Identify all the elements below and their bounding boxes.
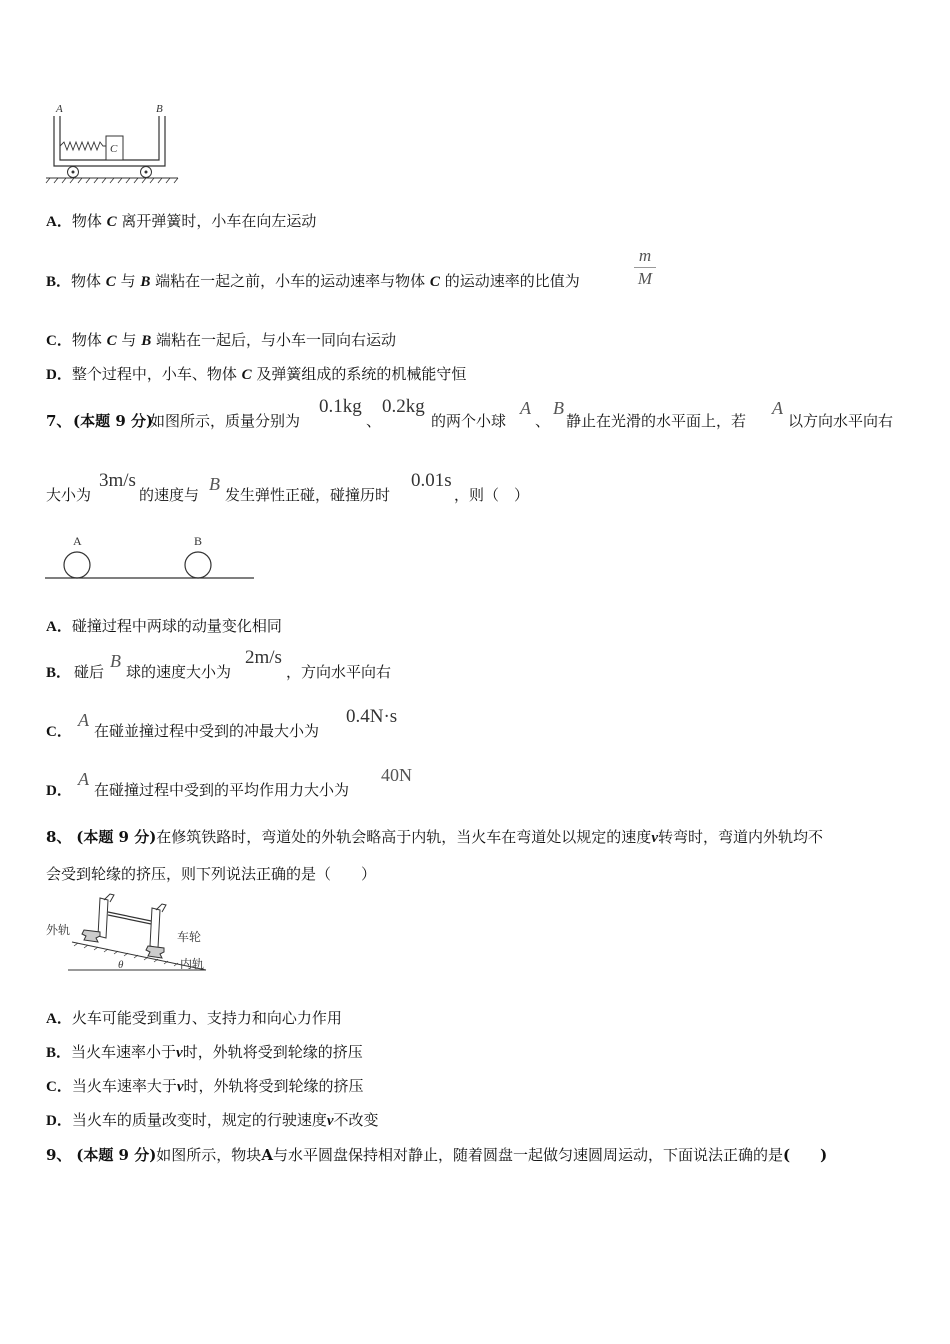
inner-wheel [150, 908, 160, 948]
spring [60, 142, 106, 150]
fraction-m-over-M: m M [632, 246, 658, 289]
outer-rail-label: 外轨 [46, 923, 71, 937]
ball-b-label: B [194, 534, 203, 548]
wheel-label: 车轮 [177, 930, 202, 944]
theta-label: θ [118, 959, 124, 971]
q9-stem: 9、 (本题 9 分)如图所示，物块A与水平圆盘保持相对静止，随着圆盘一起做匀速圆周运动，下面说法正确的是( ) [46, 1146, 828, 1164]
q8-stem-line2: 会受到轮缘的挤压，则下列说法正确的是（ ） [46, 865, 377, 883]
inner-rail [146, 946, 164, 958]
q8-option-a: A．火车可能受到重力、支持力和向心力作用 [46, 1009, 342, 1027]
outer-rail [82, 930, 100, 942]
q6-option-c: C．物体 C 与 B 端粘在一起后，与小车一同向右运动 [46, 331, 396, 349]
q6-option-d: D．整个过程中，小车、物体 C 及弹簧组成的系统的机械能守恒 [46, 365, 467, 383]
label-b: B [156, 103, 163, 115]
ball-a [64, 552, 90, 578]
q6-option-a: A．物体 C 离开弹簧时，小车在向左运动 [46, 212, 317, 230]
inner-rail-label: 内轨 [180, 957, 205, 971]
rail-curve-figure [44, 890, 219, 976]
cart-spring-figure [40, 98, 185, 186]
label-a: A [56, 103, 63, 115]
q8-option-b: B．当火车速率小于v时，外轨将受到轮缘的挤压 [46, 1043, 363, 1061]
q8-stem-line1: 8、 (本题 9 分)在修筑铁路时，弯道处的外轨会略高于内轨，当火车在弯道处以规定的速度v转弯时，弯道内外轨均不 [46, 828, 823, 846]
label-c: C [110, 143, 118, 155]
ball-b [185, 552, 211, 578]
two-balls-figure [42, 532, 257, 584]
ball-a-label: A [73, 534, 82, 548]
q7-option-a: A．碰撞过程中两球的动量变化相同 [46, 617, 282, 635]
q8-option-c: C．当火车速率大于v时，外轨将受到轮缘的挤压 [46, 1077, 364, 1095]
q6-option-b: B．物体 C 与 B 端粘在一起之前，小车的运动速率与物体 C 的运动速率的比值为 [46, 272, 580, 290]
q8-option-d: D．当火车的质量改变时，规定的行驶速度v不改变 [46, 1111, 379, 1129]
